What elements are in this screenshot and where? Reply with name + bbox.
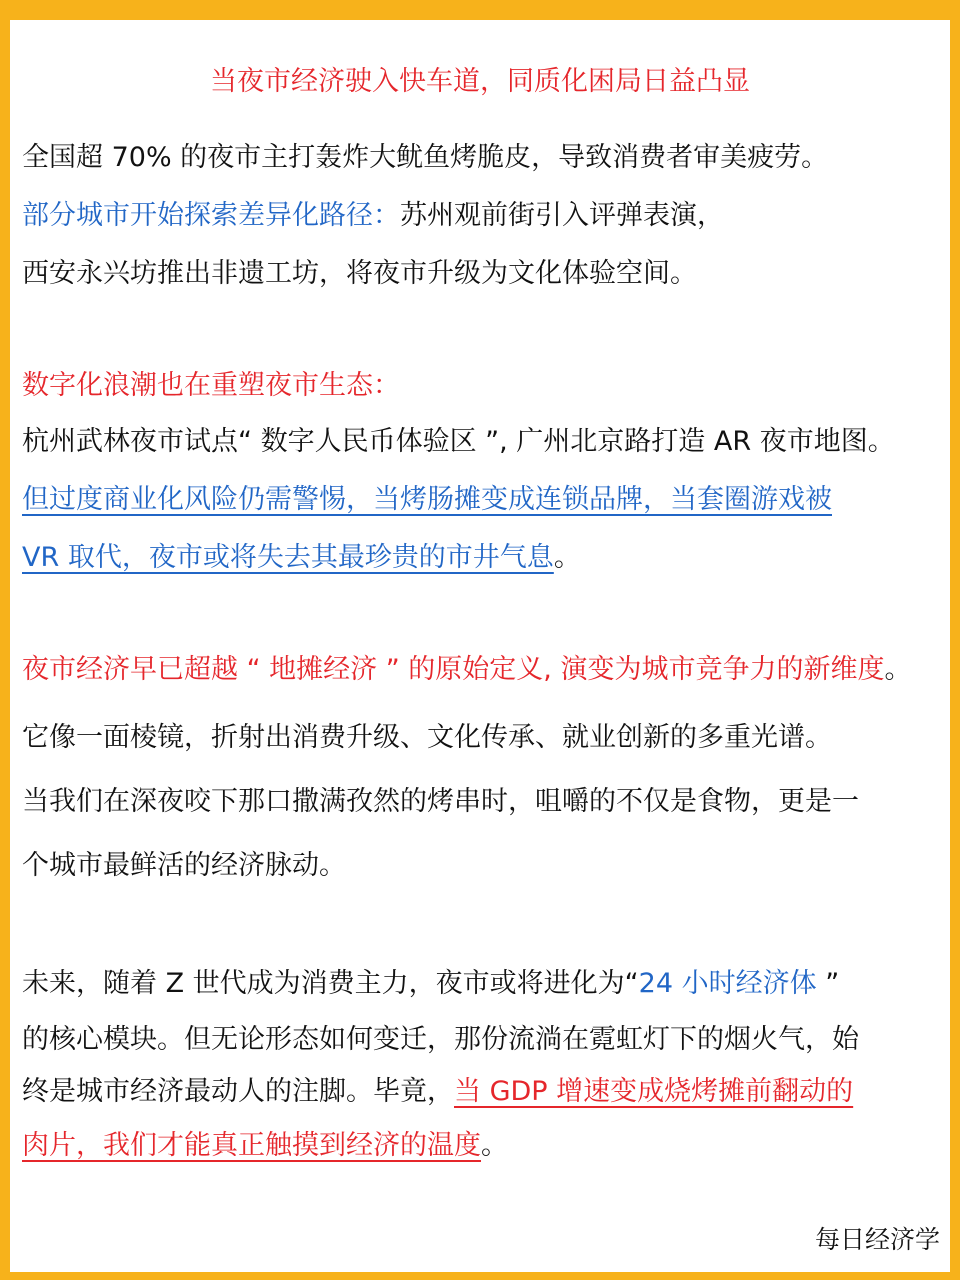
paragraph-3-line-2 [22,480,832,520]
paragraph-2-line-2 [22,254,697,294]
paragraph-1-text: 全国超 70% 的夜市主打轰炸大鱿鱼烤脆皮，导致消费者审美疲劳。 [22,142,829,173]
paragraph-4-line-4: 个城市最鲜活的经济脉动。 [22,850,346,881]
paragraph-5-line-1-c: ” [816,968,840,999]
paragraph-4-line-2: 它像一面棱镜，折射出消费升级、文化传承、就业创新的多重光谱。 [22,722,832,753]
paragraph-5-line-4 [22,1126,508,1166]
paragraph-5-line-4-end: 。 [481,1130,508,1161]
paragraph-4-lead: 夜市经济早已超越 “ 地摊经济 ” 的原始定义, 演变为城市竞争力的新维度 [22,654,885,685]
paragraph-3-line-3-end: 。 [553,542,581,573]
paragraph-3-heading: 数字化浪潮也在重塑夜市生态： [22,370,400,401]
brand-label: 每日经济学 [814,1225,940,1254]
paragraph-5-highlight-end: 肉片，我们才能真正触摸到经济的温度 [22,1130,481,1161]
paragraph-3-line-3 [22,538,581,578]
paragraph-3-highlight-1: 但过度商业化风险仍需警惕，当烤肠摊变成连锁品牌，当套圈游戏被 [22,484,832,515]
paragraph-4-line-1-end: 。 [884,654,912,685]
paragraph-5-highlight-24h: 24 小时经济体 [638,968,817,999]
paragraph-2-rest: 苏州观前街引入评弹表演， [400,200,724,231]
paragraph-2-line-1 [22,196,724,236]
paragraph-2-line-2-text: 西安永兴坊推出非遗工坊，将夜市升级为文化体验空间。 [22,258,697,289]
paragraph-4-line-3: 当我们在深夜咬下那口撒满孜然的烤串时，咀嚼的不仅是食物，更是一 [22,786,859,817]
paragraph-5-highlight-gdp: 当 GDP 增速变成烧烤摊前翻动的 [454,1076,854,1107]
paragraph-5-line-3 [22,1072,853,1112]
paragraph-5-line-3-a: 终是城市经济最动人的注脚。毕竟， [22,1076,454,1107]
paragraph-2-lead: 部分城市开始探索差异化路径： [22,200,400,231]
paragraph-5-line-2: 的核心模块。但无论形态如何变迁，那份流淌在霓虹灯下的烟火气，始 [22,1024,859,1055]
paragraph-3-line-1: 杭州武林夜市试点“ 数字人民币体验区 ”, 广州北京路打造 AR 夜市地图。 [22,426,895,457]
paragraph-3-highlight-2: VR 取代，夜市或将失去其最珍贵的市井气息 [22,542,554,573]
page-title: 当夜市经济驶入快车道，同质化困局日益凸显 [210,66,750,97]
paragraph-5-line-1-a: 未来，随着 Z 世代成为消费主力，夜市或将进化为“ [22,968,639,999]
paragraph-4-line-1 [22,650,911,690]
paragraph-5-line-1 [22,964,839,1004]
paragraph-1 [22,138,828,178]
